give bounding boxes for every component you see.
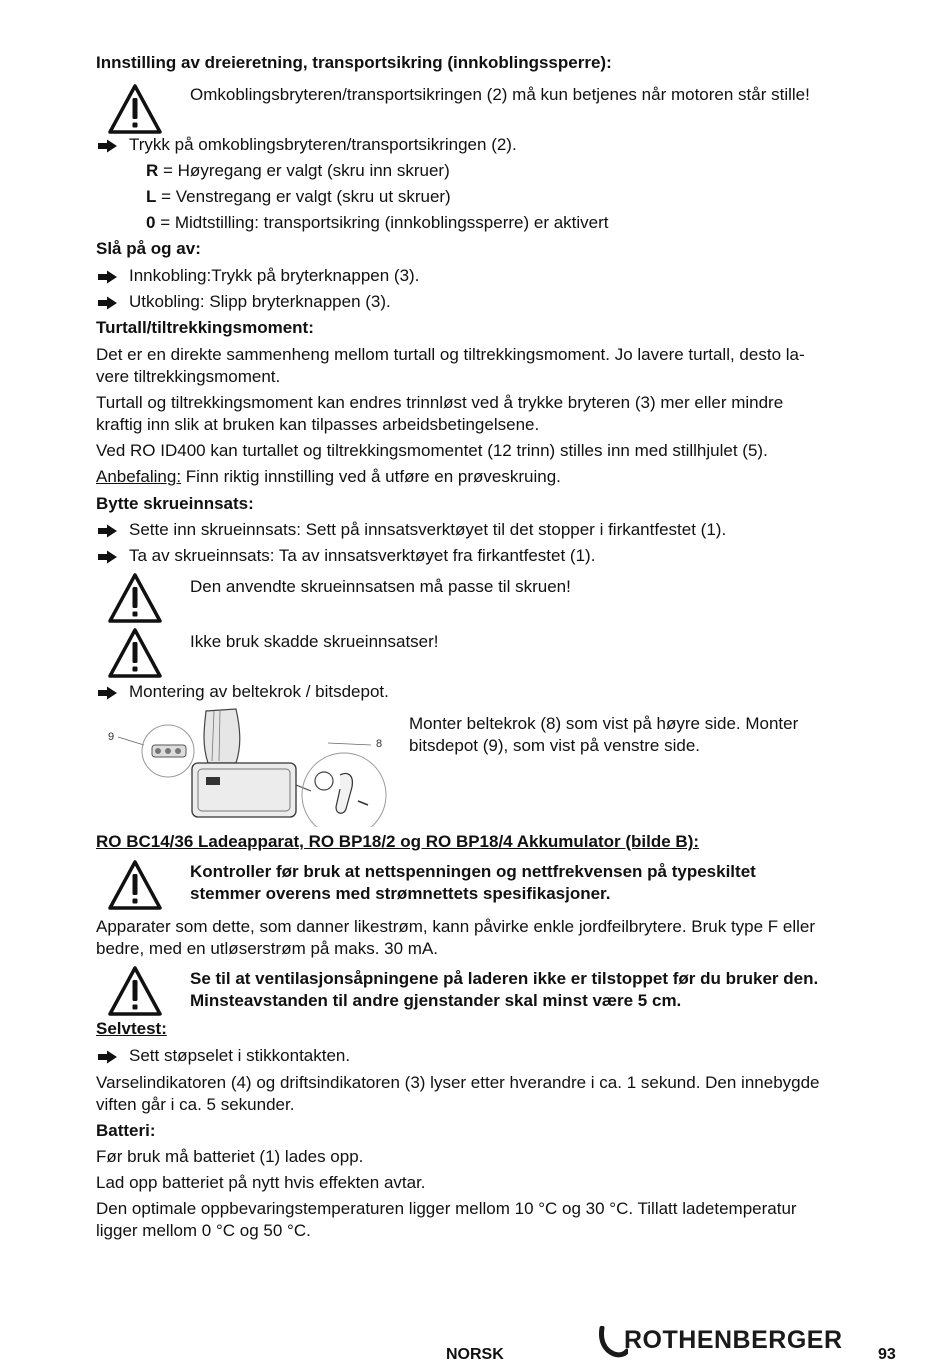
section-heading-selftest: Selvtest:	[96, 1019, 167, 1038]
option-line-r	[146, 160, 450, 182]
paragraph-line: Ved RO ID400 kan turtallet og tiltrekkingsmomentet (12 trinn) stilles inn med stillhjulet (5).	[96, 441, 768, 460]
option-text: = Høyregang er valgt (skru inn skruer)	[158, 161, 450, 180]
warning-icon	[107, 627, 163, 679]
paragraph-line: ligger mellom 0 °C og 50 °C.	[96, 1221, 311, 1240]
arrow-bullet-icon	[97, 550, 119, 564]
step-text: Trykk på omkoblingsbryteren/transportsikringen (2).	[129, 135, 517, 154]
option-line-l	[146, 186, 451, 208]
warning-icon	[107, 965, 163, 1017]
step-text: Utkobling: Slipp bryterknappen (3).	[129, 292, 391, 311]
warning-icon	[107, 859, 163, 911]
section-heading-socket: Bytte skrueinnsats:	[96, 494, 254, 513]
step-text: Ta av skrueinnsats: Ta av innsatsverktøyet fra firkantfestet (1).	[129, 546, 596, 565]
option-line-0	[146, 212, 609, 234]
warning-text: Minsteavstanden til andre gjenstander skal minst være 5 cm.	[190, 991, 682, 1010]
arrow-bullet-icon	[97, 296, 119, 310]
section-heading-battery: Batteri:	[96, 1121, 156, 1140]
option-key: 0	[146, 213, 156, 232]
paragraph-line: Apparater som dette, som danner likestrøm, kann påvirke enkle jordfeilbrytere. Bruk type F eller	[96, 917, 816, 936]
mount-text-line: Monter beltekrok (8) som vist på høyre side. Monter	[409, 714, 799, 733]
section-heading-direction: Innstilling av dreieretning, transportsikring (innkoblingssperre):	[96, 53, 612, 72]
warning-text: Omkoblingsbryteren/transportsikringen (2) må kun betjenes når motoren står stille!	[190, 85, 810, 104]
arrow-bullet-icon	[97, 139, 119, 153]
option-text: = Venstregang er valgt (skru ut skruer)	[156, 187, 451, 206]
section-heading-torque: Turtall/tiltrekkingsmoment:	[96, 318, 314, 337]
paragraph-line: Den optimale oppbevaringstemperaturen ligger mellom 10 °C og 30 °C. Tillatt ladetemperatur	[96, 1199, 797, 1218]
warning-text: stemmer overens med strømnettets spesifikasjoner.	[190, 884, 611, 903]
warning-text: Kontroller før bruk at nettspenningen og nettfrekvensen på typeskiltet	[190, 862, 756, 881]
paragraph-line: Varselindikatoren (4) og driftsindikatoren (3) lyser etter hverandre i ca. 1 sekund. Den innebygde	[96, 1073, 820, 1092]
arrow-bullet-icon	[97, 686, 119, 700]
warning-text: Ikke bruk skadde skrueinnsatser!	[190, 632, 439, 651]
figure-label-9: 9	[108, 731, 115, 743]
step-text: Montering av beltekrok / bitsdepot.	[129, 682, 389, 701]
recommendation-text: Finn riktig innstilling ved å utføre en prøveskruing.	[181, 467, 561, 486]
warning-text: Se til at ventilasjonsåpningene på laderen ikke er tilstoppet før du bruker den.	[190, 969, 819, 988]
step-text: Sette inn skrueinnsats: Sett på innsatsverktøyet til det stopper i firkantfestet (1).	[129, 520, 727, 539]
arrow-bullet-icon	[97, 270, 119, 284]
brand-logo-text: ROTHENBERGER	[624, 1326, 843, 1354]
figure-label-8: 8	[376, 738, 383, 750]
paragraph-line: bedre, med en utløserstrøm på maks. 30 mA.	[96, 939, 439, 958]
footer-language: NORSK	[446, 1346, 504, 1363]
step-text: Innkobling:Trykk på bryterknappen (3).	[129, 266, 420, 285]
paragraph-line: viften går i ca. 5 sekunder.	[96, 1095, 295, 1114]
belt-hook-illustration	[96, 705, 396, 827]
page-number: 93	[878, 1346, 896, 1363]
option-text: = Midtstilling: transportsikring (innkoblingssperre) er aktivert	[155, 213, 609, 232]
paragraph-line: Før bruk må batteriet (1) lades opp.	[96, 1147, 364, 1166]
arrow-bullet-icon	[97, 1050, 119, 1064]
recommendation-label: Anbefaling:	[96, 467, 182, 486]
step-text: Sett støpselet i stikkontakten.	[129, 1046, 351, 1065]
paragraph-line: Det er en direkte sammenheng mellom turtall og tiltrekkingsmoment. Jo lavere turtall, desto la-	[96, 345, 805, 364]
option-key: L	[146, 187, 157, 206]
recommendation-line	[96, 466, 561, 488]
warning-icon	[107, 572, 163, 624]
section-heading-charger: RO BC14/36 Ladeapparat, RO BP18/2 og RO BP18/4 Akkumulator (bilde B):	[96, 832, 700, 851]
warning-icon	[107, 83, 163, 135]
paragraph-line: kraftig inn slik at bruken kan tilpasses arbeidsbetingelsene.	[96, 415, 540, 434]
mount-text-line: bitsdepot (9), som vist på venstre side.	[409, 736, 701, 755]
paragraph-line: Lad opp batteriet på nytt hvis effekten avtar.	[96, 1173, 426, 1192]
warning-text: Den anvendte skrueinnsatsen må passe til skruen!	[190, 577, 571, 596]
arrow-bullet-icon	[97, 524, 119, 538]
paragraph-line: vere tiltrekkingsmoment.	[96, 367, 281, 386]
paragraph-line: Turtall og tiltrekkingsmoment kan endres trinnløst ved å trykke bryteren (3) mer eller mindre	[96, 393, 784, 412]
section-heading-onoff: Slå på og av:	[96, 239, 201, 258]
option-key: R	[146, 161, 159, 180]
